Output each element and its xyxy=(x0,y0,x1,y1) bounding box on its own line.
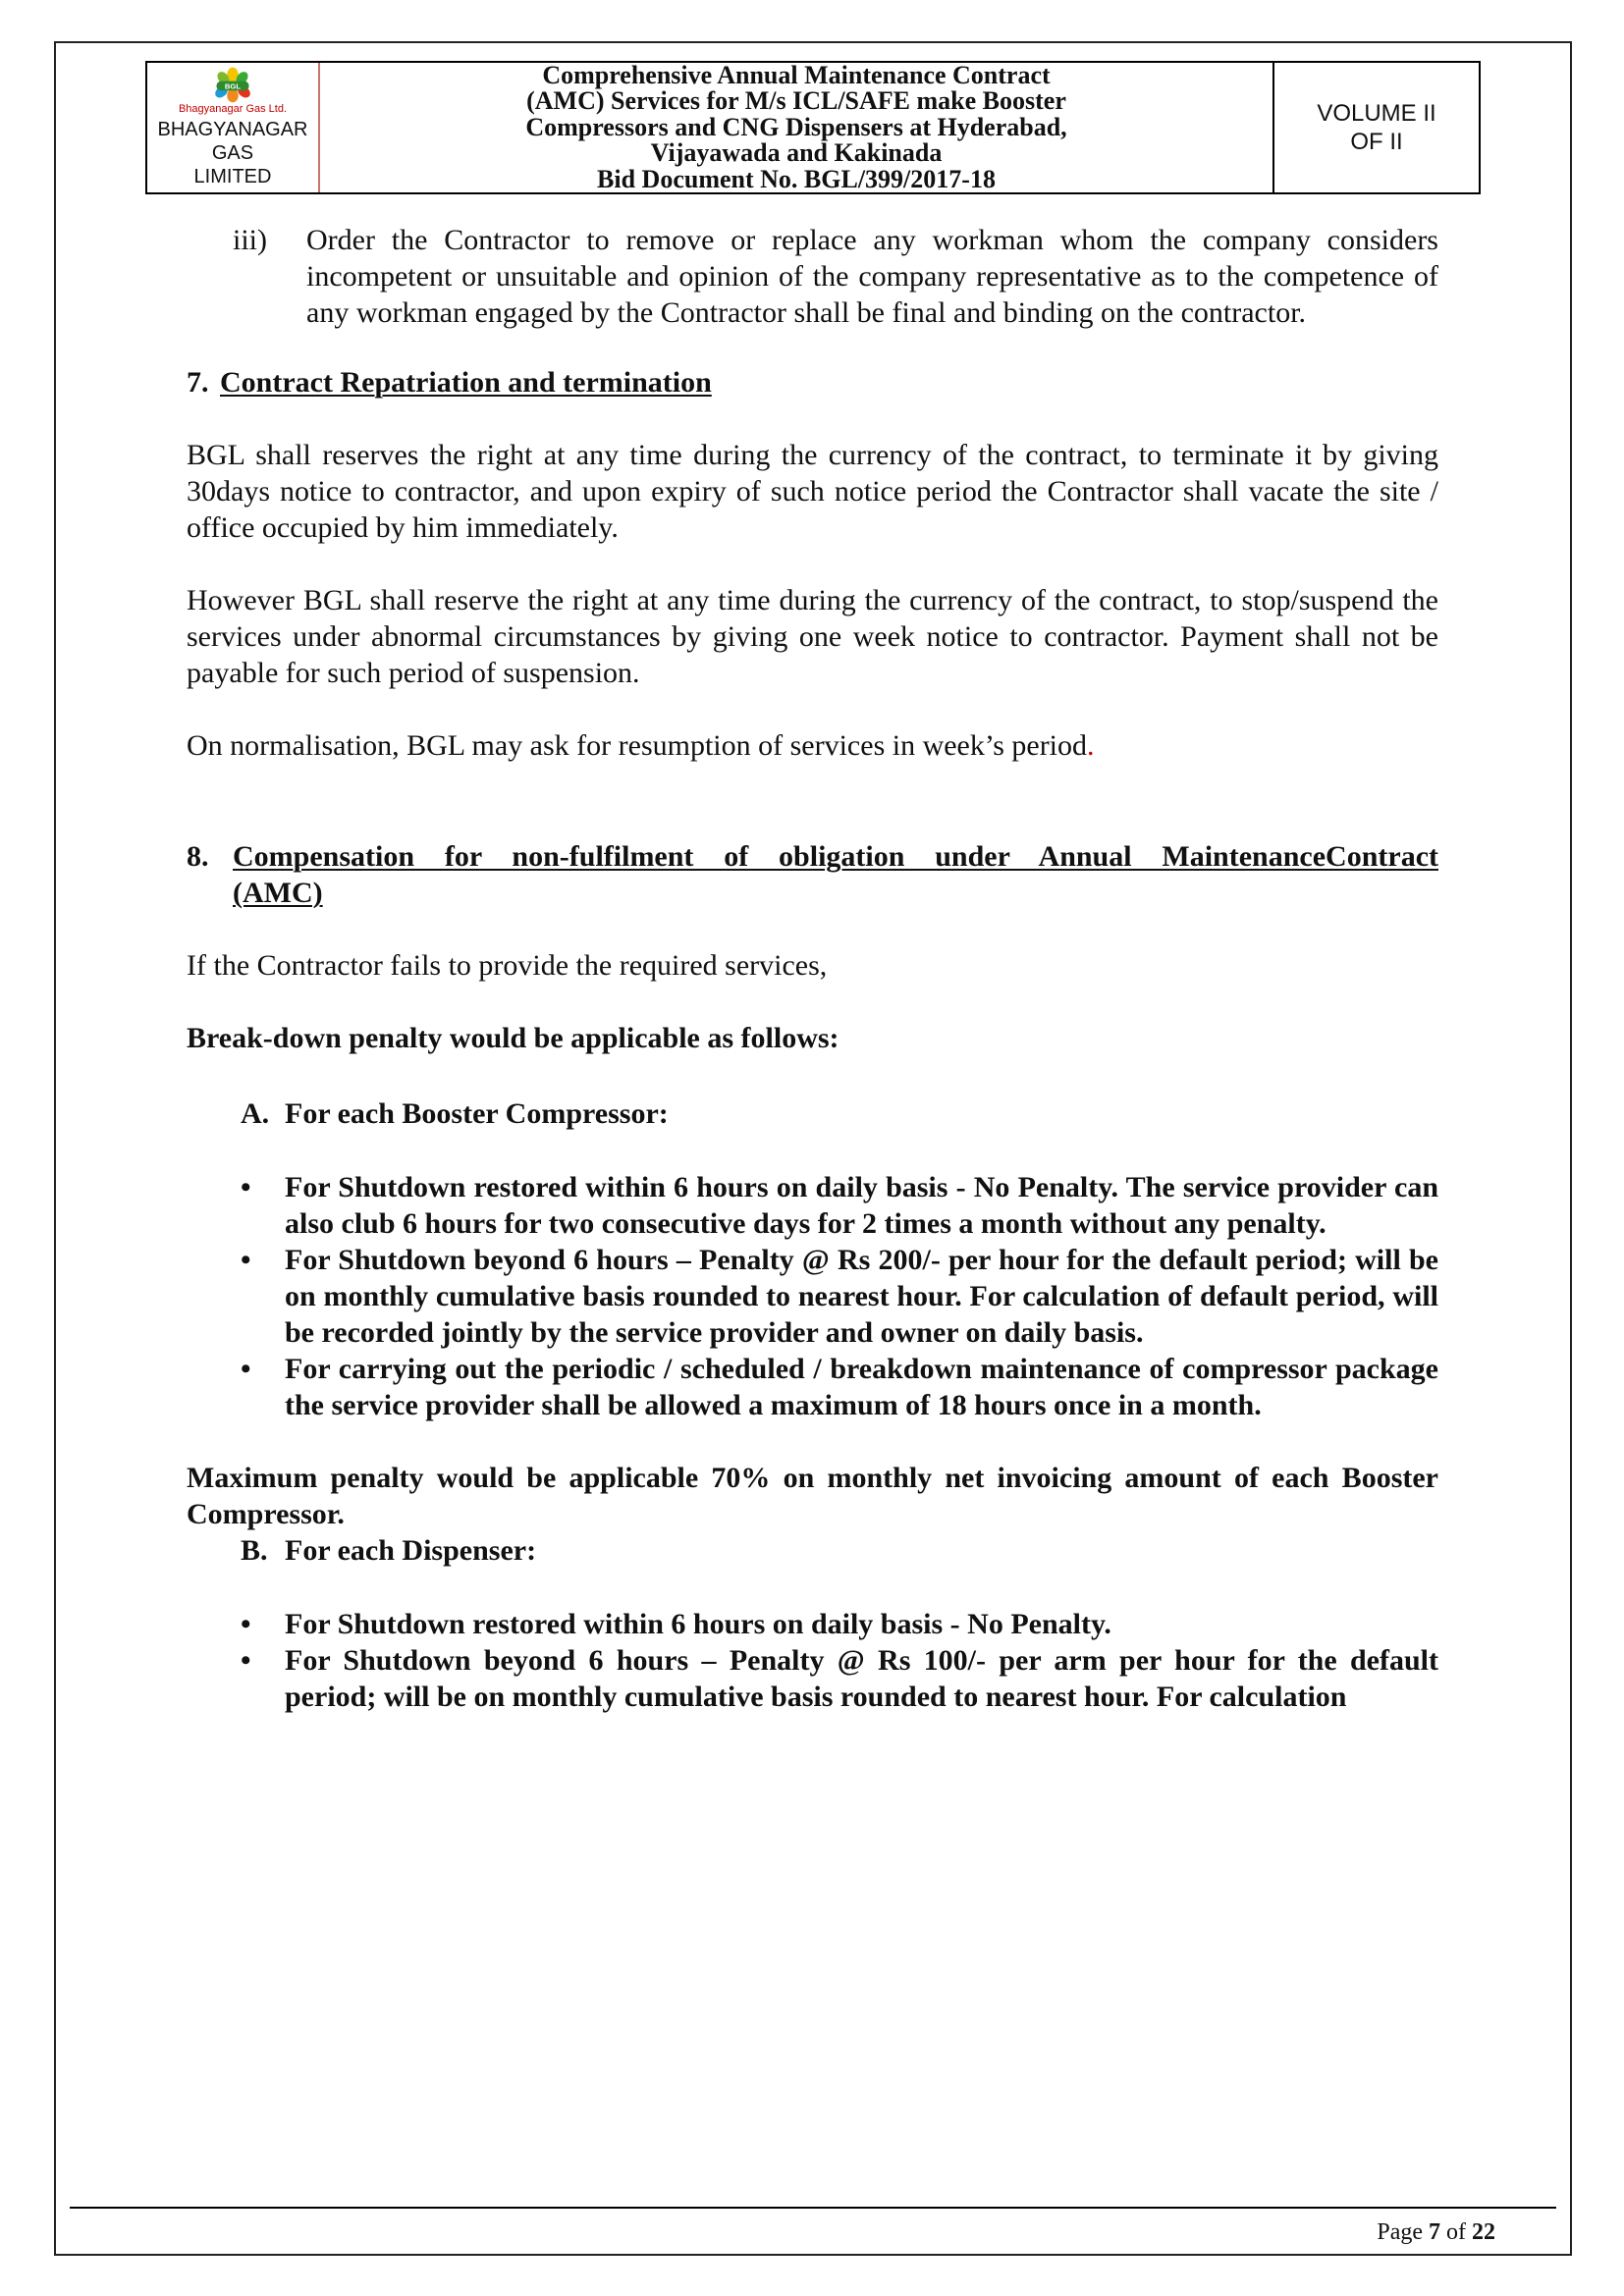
volume-line-1: VOLUME II xyxy=(1317,100,1436,127)
bullet-list-a xyxy=(187,1169,1438,1423)
logo-subtext: Bhagyanagar Gas Ltd. xyxy=(178,103,288,115)
bullet-a3-text: For carrying out the periodic / scheduled / breakdown maintenance of compressor package the service provider shall be allowed a maximum of 18 hours once in a month. xyxy=(285,1353,1438,1421)
document-body xyxy=(56,194,1570,1715)
logo-bgl-text: BGL xyxy=(224,81,242,91)
paragraph-if-contractor: If the Contractor fails to provide the required services, xyxy=(187,949,828,982)
bullet-icon: • xyxy=(241,1244,251,1276)
clause-iii xyxy=(233,222,1438,331)
footer-divider xyxy=(70,2207,1556,2209)
bullet-b2-text: For Shutdown beyond 6 hours – Penalty @ Rs 100/- per arm per hour for the default period; will be on monthly cumulative basis rounded to nearest hour. For calculation xyxy=(285,1644,1438,1713)
bullet-item-b2 xyxy=(241,1642,1438,1715)
bullet-icon: • xyxy=(241,1171,251,1203)
volume-cell xyxy=(1272,63,1479,192)
bullet-list-b xyxy=(187,1606,1438,1715)
document-title-cell xyxy=(320,60,1272,193)
page-number-total: 22 xyxy=(1472,2219,1495,2245)
section-8-title-line1: Compensation for non-fulfilment of obligation under Annual MaintenanceContract xyxy=(233,840,1438,873)
bullet-item-b1 xyxy=(241,1606,1438,1642)
paragraph-maximum-penalty: Maximum penalty would be applicable 70% on monthly net invoicing amount of each Booster Compressor. xyxy=(187,1462,1438,1530)
paragraph-normalisation xyxy=(187,727,1438,764)
bullet-icon: • xyxy=(241,1644,251,1677)
page-number-current: 7 xyxy=(1429,2219,1440,2245)
volume-line-2: OF II xyxy=(1350,129,1403,155)
company-name-line2: LIMITED xyxy=(193,166,272,187)
clause-iii-text: Order the Contractor to remove or replace any workman whom the company considers incompetent or unsuitable and opinion of the company representative as to the competence of any workman engaged by the Contractor shall be final and binding on the contractor. xyxy=(306,224,1438,329)
paragraph-normalisation-text: On normalisation, BGL may ask for resumption of services in week’s period xyxy=(187,729,1088,762)
bullet-item-a1 xyxy=(241,1169,1438,1242)
list-b-title: For each Dispenser: xyxy=(285,1534,537,1567)
section-8-title xyxy=(233,838,1438,911)
clause-iii-marker: iii) xyxy=(233,224,267,256)
page-border xyxy=(54,41,1572,2256)
paragraph-termination-1: BGL shall reserves the right at any time during the currency of the contract, to terminate it by giving 30days notice to contractor, and upon expiry of such notice period the Contractor shall vacate the site / office occupied by him immediately. xyxy=(187,439,1438,544)
bullet-item-a3 xyxy=(241,1351,1438,1423)
list-a-title: For each Booster Compressor: xyxy=(285,1097,669,1130)
bullet-item-a2 xyxy=(241,1242,1438,1351)
bullet-b1-text: For Shutdown restored within 6 hours on daily basis - No Penalty. xyxy=(285,1608,1111,1640)
paragraph-breakdown-penalty: Break-down penalty would be applicable as follows: xyxy=(187,1022,839,1054)
section-8-title-line2: (AMC) xyxy=(233,877,323,909)
bgl-flower-logo-icon xyxy=(200,67,265,103)
company-logo-cell xyxy=(147,63,320,192)
section-8-number: 8. xyxy=(187,840,209,873)
company-name xyxy=(149,118,316,188)
document-title-line-2: (AMC) Services for M/s ICL/SAFE make Booster xyxy=(526,86,1066,116)
page-number xyxy=(1377,2219,1495,2246)
header-table xyxy=(145,61,1481,194)
bid-document-number: Bid Document No. BGL/399/2017-18 xyxy=(597,164,996,193)
bullet-icon: • xyxy=(241,1608,251,1640)
list-b-label: B. xyxy=(241,1534,268,1567)
red-period: . xyxy=(1087,729,1095,762)
section-7-title: Contract Repatriation and termination xyxy=(220,366,712,399)
document-title-line-1: Comprehensive Annual Maintenance Contract xyxy=(542,60,1051,89)
bullet-a1-text: For Shutdown restored within 6 hours on daily basis - No Penalty. The service provider can also club 6 hours for two consecutive days for 2 times a month without any penalty. xyxy=(285,1171,1438,1240)
document-title-line-4: Vijayawada and Kakinada xyxy=(650,138,943,168)
list-a-heading xyxy=(241,1095,1438,1132)
section-8-heading xyxy=(187,838,1438,911)
list-b-heading xyxy=(241,1532,1438,1569)
paragraph-termination-2: However BGL shall reserve the right at any time during the currency of the contract, to stop/suspend the services under abnormal circumstances by giving one week notice to contractor. Payment shall not be payable for such period of suspension. xyxy=(187,584,1438,689)
page-number-middle: of xyxy=(1440,2219,1472,2245)
document-title-line-3: Compressors and CNG Dispensers at Hyderabad, xyxy=(525,112,1067,141)
list-a-label: A. xyxy=(241,1097,270,1130)
bullet-icon: • xyxy=(241,1353,251,1385)
section-7-heading xyxy=(187,364,1438,400)
company-name-line1: BHAGYANAGAR GAS xyxy=(157,119,308,164)
bullet-a2-text: For Shutdown beyond 6 hours – Penalty @ Rs 200/- per hour for the default period; will be on monthly cumulative basis rounded to nearest hour. For calculation of default period, will be recorded jointly by the service provider and owner on daily basis. xyxy=(285,1244,1438,1349)
section-7-number: 7. xyxy=(187,366,209,399)
page-number-prefix: Page xyxy=(1377,2219,1429,2245)
